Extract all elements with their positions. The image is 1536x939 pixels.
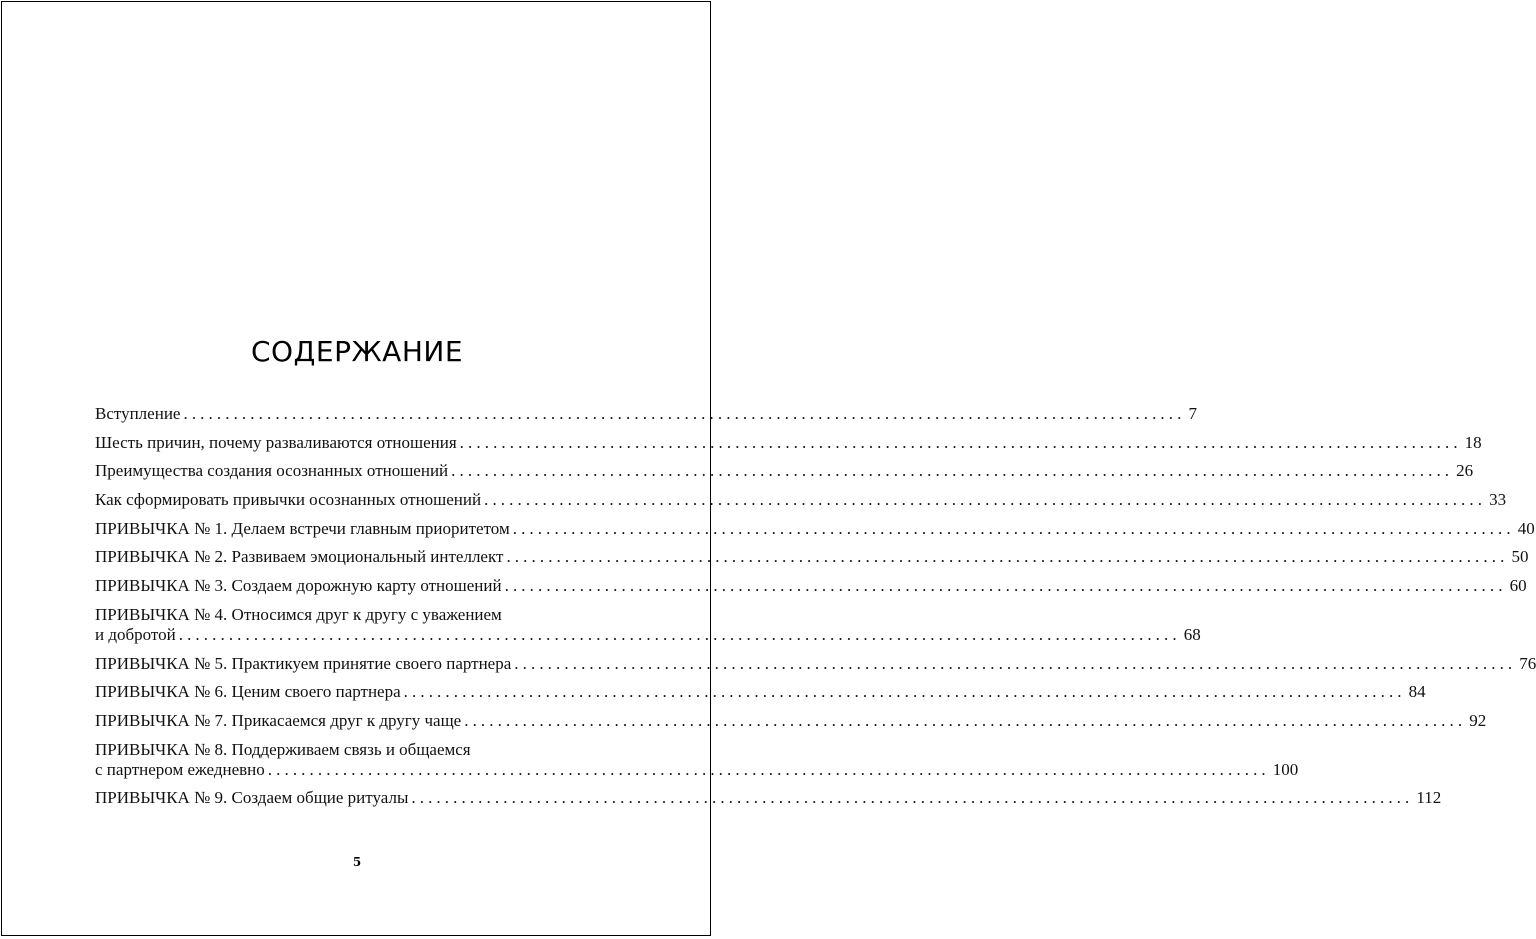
toc-entry-label: и добротой [95, 624, 176, 644]
toc-entry-page: 112 [1416, 788, 1442, 808]
toc-entry-page: 26 [1456, 461, 1474, 481]
toc-entry-page: 40 [1517, 518, 1535, 538]
toc-entry-page: 18 [1464, 432, 1482, 452]
dot-leader: ........................................................................................................................ [506, 547, 1509, 567]
toc-entry-page: 76 [1519, 653, 1536, 673]
toc-entry-page: 7 [1188, 404, 1197, 423]
toc-entry-label: Преимущества создания осознанных отношений [95, 461, 449, 481]
page-title: СОДЕРЖАНИЕ [250, 335, 464, 368]
dot-leader: ........................................................................................................................ [459, 432, 1462, 452]
toc-entry-title-line: ПРИВЫЧКА № 8. Поддерживаем связь и общаемся [95, 739, 471, 759]
toc-entry[interactable] [95, 576, 1527, 596]
toc-entry[interactable] [95, 490, 1507, 510]
toc-entry-page: 84 [1408, 682, 1426, 702]
toc-entry-page: 33 [1489, 490, 1507, 510]
toc-entry[interactable] [95, 739, 1299, 779]
toc-entry-page: 60 [1509, 576, 1527, 596]
toc-entry[interactable] [95, 788, 1442, 808]
toc-entry-label: ПРИВЫЧКА № 7. Прикасаемся друг к другу чаще [95, 710, 462, 730]
toc-entry[interactable] [95, 547, 1529, 567]
toc-entry-label: ПРИВЫЧКА № 2. Развиваем эмоциональный интеллект [95, 547, 504, 567]
toc-entry-label: ПРИВЫЧКА № 1. Делаем встречи главным приоритетом [95, 518, 510, 538]
toc-entry-page: 68 [1183, 624, 1201, 644]
toc-entry-page: 100 [1272, 759, 1299, 779]
toc-entry-page: 50 [1511, 547, 1529, 567]
toc-entry-label: ПРИВЫЧКА № 5. Практикуем принятие своего партнера [95, 653, 512, 673]
dot-leader: ........................................................................................................................ [451, 461, 1454, 481]
toc-entry[interactable] [95, 432, 1482, 452]
table-of-contents [95, 404, 1536, 817]
dot-leader: ........................................................................................................................ [178, 624, 1181, 644]
toc-entry[interactable] [95, 404, 1197, 423]
toc-entry[interactable] [95, 682, 1426, 702]
toc-entry[interactable] [95, 710, 1487, 730]
dot-leader: ........................................................................................................................ [504, 576, 1507, 596]
toc-entry-label: с партнером ежедневно [95, 759, 265, 779]
toc-entry-title-line: ПРИВЫЧКА № 4. Относимся друг к другу с уважением [95, 604, 502, 624]
dot-leader: ........................................................................................................................ [512, 518, 1515, 538]
toc-entry[interactable] [95, 518, 1535, 538]
toc-entry-label: Вступление [95, 404, 181, 423]
dot-leader: ........................................................................................................................ [403, 682, 1406, 702]
toc-entry-label: ПРИВЫЧКА № 6. Ценим своего партнера [95, 682, 401, 702]
dot-leader: ........................................................................................................................ [267, 759, 1270, 779]
dot-leader: ........................................................................................................................ [183, 404, 1186, 423]
toc-entry[interactable] [95, 653, 1536, 673]
toc-entry-page: 92 [1469, 710, 1487, 730]
toc-entry[interactable] [95, 461, 1474, 481]
toc-entry[interactable] [95, 604, 1201, 644]
page-number: 5 [352, 855, 362, 869]
toc-entry-label: ПРИВЫЧКА № 9. Создаем общие ритуалы [95, 788, 409, 808]
toc-entry-label: Шесть причин, почему разваливаются отношения [95, 432, 457, 452]
dot-leader: ........................................................................................................................ [484, 490, 1487, 510]
toc-entry-label: ПРИВЫЧКА № 3. Создаем дорожную карту отношений [95, 576, 502, 596]
dot-leader: ........................................................................................................................ [464, 710, 1467, 730]
dot-leader: ........................................................................................................................ [514, 653, 1517, 673]
toc-entry-label: Как сформировать привычки осознанных отношений [95, 490, 482, 510]
dot-leader: ........................................................................................................................ [411, 788, 1414, 808]
